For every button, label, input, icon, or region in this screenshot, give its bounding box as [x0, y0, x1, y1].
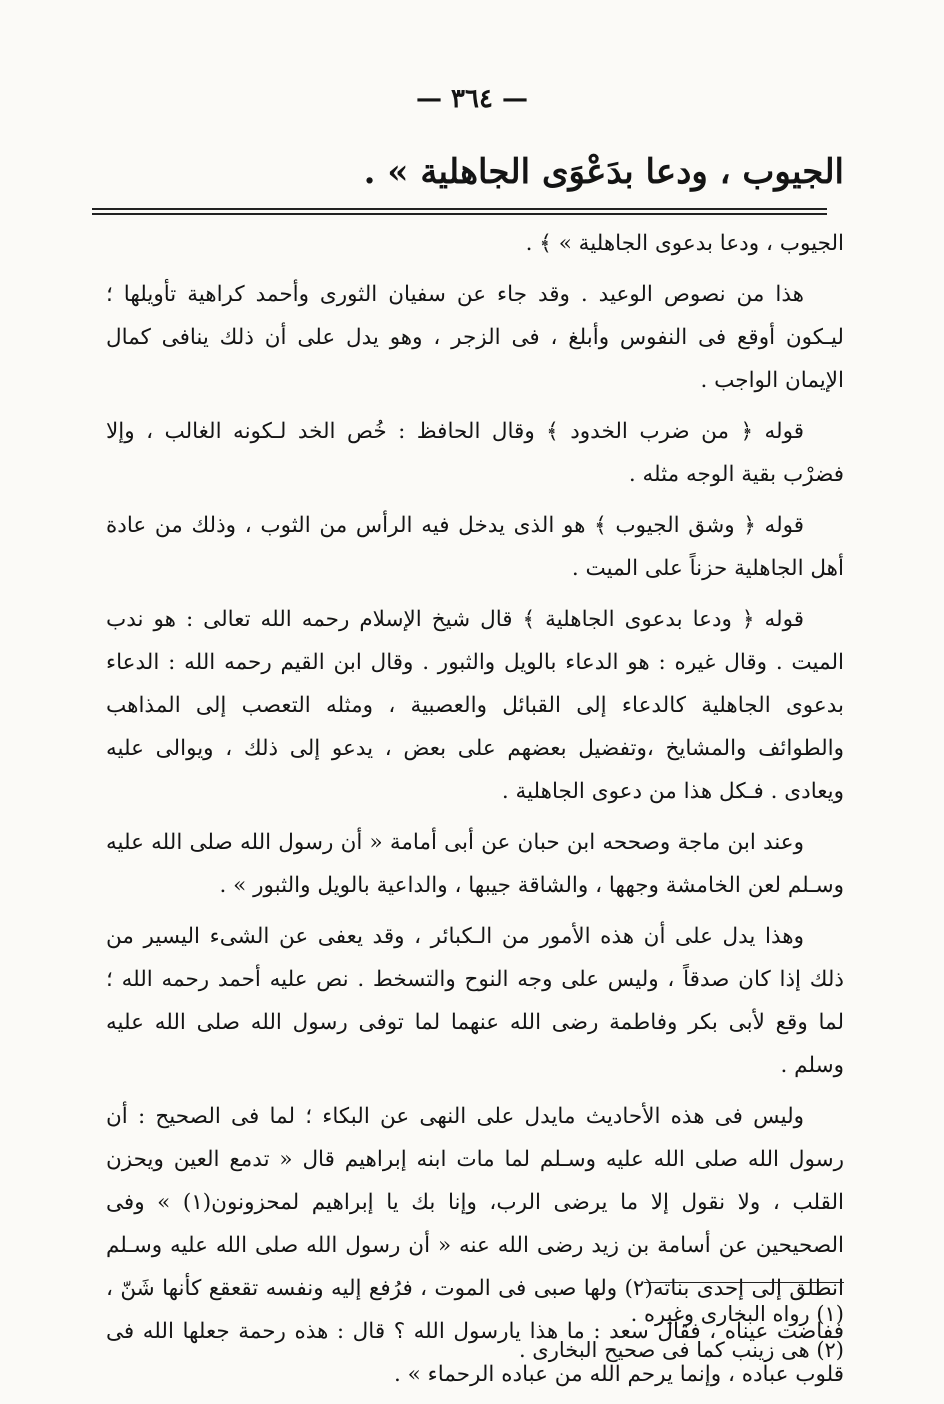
double-rule-bottom [92, 213, 827, 215]
footnote-2: (٢) هى زينب كما فى صحيح البخارى . [518, 1338, 844, 1362]
footnote-1: (١) رواه البخارى وغيره . [630, 1302, 844, 1326]
page-number: — ٣٦٤ — [415, 84, 529, 114]
paragraph: قوله ﴿ ودعا بدعوى الجاهلية ﴾ قال شيخ الإسلام رحمه الله تعالى : هو ندب الميت . وقال غيره : هو الدعاء بالويل والثبور . وقال ابن القيم رحمه الله : الدعاء بدعوى الجاهلية كالدعاء إلى القبائل والعصبية ، ومثله التعصب إلى المذاهب والطوائف والمشايخ ،وتفضيل بعضهم على بعض ، يدعو إلى ذلك ، ويوالى عليه ويعادى . فـكل هذا من دعوى الجاهلية . [106, 607, 844, 804]
paragraph: الجيوب ، ودعا بدعوى الجاهلية » ﴾ . [525, 231, 844, 256]
commentary-body [106, 222, 844, 1404]
paragraph: قوله ﴿ من ضرب الخدود ﴾ وقال الحافظ : خُص الخد لـكونه الغالب ، وإلا فضرْب بقية الوجه مثله . [106, 419, 844, 487]
paragraph: وعند ابن ماجة وصححه ابن حبان عن أبى أمامة « أن رسول الله صلى الله عليه وسـلم لعن الخامشة وجهها ، والشاقة جيبها ، والداعية بالويل والثبور » . [106, 830, 844, 898]
paragraph: قوله ﴿ وشق الجيوب ﴾ هو الذى يدخل فيه الرأس من الثوب ، وذلك من عادة أهل الجاهلية حزناً على الميت . [106, 513, 844, 581]
double-rule-top [92, 208, 827, 210]
paragraph: وليس فى هذه الأحاديث مايدل على النهى عن البكاء ؛ لما فى الصحيح : أن رسول الله صلى الله عليه وسـلم لما مات ابنه إبراهيم قال « تدمع العين ويحزن القلب ، ولا نقول إلا ما يرضى الرب، وإنا بك يا إبراهيم لمحزونون(١) » وفى الصحيحين عن أسامة بن زيد رضى الله عنه « أن رسول الله صلى الله عليه وسـلم انطلق إلى إحدى بناته(٢) ولها صبى فى الموت ، فرُفع إليه ونفسه تقعقع كأنها شَنّ ، ففاضت عيناه ، فقال سعد : ما هذا يارسول الله ؟ قال : هذه رحمة جعلها الله فى قلوب عباده ، وإنما يرحم الله من عباده الرحماء » . [106, 1104, 844, 1387]
paragraph: وهذا يدل على أن هذه الأمور من الـكبائر ، وقد يعفى عن الشىء اليسير من ذلك إذا كان صدقاً ، وليس على وجه النوح والتسخط . نص عليه أحمد رحمه الله ؛ لما وقع لأبى بكر وفاطمة رضى الله عنهما لما توفى رسول الله صلى الله عليه وسلم . [106, 924, 844, 1078]
paragraph: هذا من نصوص الوعيد . وقد جاء عن سفيان الثورى وأحمد كراهية تأويلها ؛ ليـكون أوقع فى النفوس وأبلغ ، فى الزجر ، وهو يدل على أن ذلك ينافى كمال الإيمان الواجب . [106, 282, 844, 393]
footnotes [244, 1296, 844, 1368]
footnote-rule [644, 1282, 844, 1283]
hadith-text-tail: الجيوب ، ودعا بدَعْوَى الجاهلية » . [363, 152, 844, 192]
